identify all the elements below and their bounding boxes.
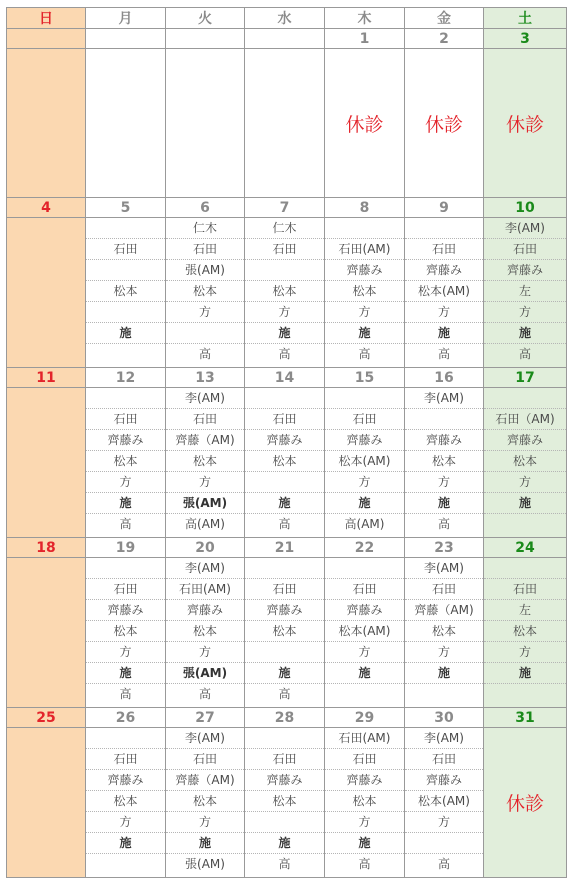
day-cell <box>166 388 245 538</box>
date-number: 3 <box>484 29 567 49</box>
doctor-slot: 高 <box>518 347 531 361</box>
doctor-slot: 石田（AM) <box>484 409 566 430</box>
doctor-slot <box>405 218 483 239</box>
doctor-slot: 方 <box>325 812 404 833</box>
date-number: 30 <box>405 708 484 728</box>
doctor-slot <box>245 812 324 833</box>
date-row <box>7 29 567 49</box>
date-number: 28 <box>245 708 325 728</box>
doctor-slot: 石田 <box>325 409 404 430</box>
doctor-slot: 高 <box>278 517 291 531</box>
doctor-slot: 施 <box>245 663 324 684</box>
doctor-slot: 松本 <box>245 281 324 302</box>
doctor-slot: 高 <box>358 857 371 871</box>
day-cell <box>325 49 405 198</box>
day-cell <box>245 218 325 368</box>
doctor-slot: 齊藤（AM) <box>166 430 244 451</box>
doctor-slot: 齊藤み <box>86 430 165 451</box>
schedule-row <box>7 558 567 708</box>
doctor-slot: 松本 <box>325 791 404 812</box>
schedule-row <box>7 388 567 538</box>
doctor-slot <box>325 218 404 239</box>
doctor-slot <box>325 388 404 409</box>
date-number: 23 <box>405 538 484 558</box>
doctor-slot: 石田 <box>484 579 566 600</box>
date-number: 19 <box>86 538 166 558</box>
doctor-slot: 高 <box>437 857 450 871</box>
doctor-slot <box>325 684 404 705</box>
doctor-slot <box>86 218 165 239</box>
day-cell <box>86 49 166 198</box>
day-cell <box>86 388 166 538</box>
weekday-fri: 金 <box>405 8 484 29</box>
doctor-slot: 李(AM) <box>484 218 566 239</box>
day-cell <box>405 558 484 708</box>
date-number: 11 <box>7 368 86 388</box>
doctor-slot: 高 <box>358 347 371 361</box>
doctor-slot: 石田 <box>245 409 324 430</box>
doctor-slot <box>86 344 165 365</box>
doctor-slot: 方 <box>166 302 244 323</box>
doctor-slot <box>86 728 165 749</box>
doctor-slot: 石田(AM) <box>166 579 244 600</box>
doctor-slot: 松本(AM) <box>405 791 483 812</box>
doctor-slot <box>484 558 566 579</box>
doctor-slot: 施 <box>166 833 244 854</box>
doctor-slot: 方 <box>405 812 483 833</box>
doctor-slot: 松本(AM) <box>325 621 404 642</box>
date-number: 2 <box>405 29 484 49</box>
doctor-slot: 方 <box>484 302 566 323</box>
doctor-slot: 左 <box>484 281 566 302</box>
doctor-slot <box>405 684 483 705</box>
doctor-slot: 齊藤み <box>245 600 324 621</box>
doctor-slot: 施 <box>86 833 165 854</box>
doctor-slot: 施 <box>325 493 404 514</box>
doctor-slot: 仁木 <box>166 218 244 239</box>
day-cell <box>86 558 166 708</box>
doctor-slot: 石田 <box>86 579 165 600</box>
date-number: 31 <box>484 708 567 728</box>
weekday-mon: 月 <box>86 8 166 29</box>
doctor-slot: 方 <box>86 472 165 493</box>
date-number <box>166 29 245 49</box>
doctor-slot: 松本 <box>484 451 566 472</box>
doctor-slot <box>86 854 165 875</box>
doctor-slot: 松本 <box>86 791 165 812</box>
doctor-slot: 齊藤み <box>405 770 483 791</box>
doctor-slot: 齊藤み <box>325 770 404 791</box>
doctor-slot: 李(AM) <box>166 728 244 749</box>
doctor-slot: 松本 <box>166 621 244 642</box>
date-number: 17 <box>484 368 567 388</box>
doctor-slot: 高 <box>198 347 211 361</box>
doctor-slot: 張(AM) <box>166 663 244 684</box>
doctor-slot: 高 <box>437 347 450 361</box>
doctor-slot <box>86 260 165 281</box>
doctor-slot: 松本 <box>86 281 165 302</box>
weekday-thu: 木 <box>325 8 405 29</box>
doctor-slot: 石田 <box>405 749 483 770</box>
doctor-slot <box>325 558 404 579</box>
doctor-slot: 松本 <box>86 451 165 472</box>
doctor-slot: 石田 <box>86 409 165 430</box>
weekday-sun: 日 <box>7 8 86 29</box>
doctor-slot: 石田 <box>245 239 324 260</box>
date-number: 12 <box>86 368 166 388</box>
doctor-slot: 松本 <box>405 451 483 472</box>
doctor-slot <box>245 472 324 493</box>
doctor-slot: 高(AM) <box>185 517 225 531</box>
doctor-slot: 石田 <box>86 749 165 770</box>
closed-label: 休診 <box>505 793 544 815</box>
day-cell <box>245 728 325 878</box>
day-cell <box>7 728 86 878</box>
doctor-slot: 松本 <box>86 621 165 642</box>
weekday-wed: 水 <box>245 8 325 29</box>
doctor-slot <box>86 302 165 323</box>
doctor-slot: 方 <box>166 812 244 833</box>
doctor-slot: 施 <box>245 833 324 854</box>
doctor-slot: 松本 <box>166 451 244 472</box>
doctor-slot: 仁木 <box>245 218 324 239</box>
day-cell <box>484 49 567 198</box>
doctor-slot: 石田 <box>405 239 483 260</box>
doctor-slot: 施 <box>325 323 404 344</box>
doctor-slot: 石田 <box>325 579 404 600</box>
doctor-slot: 齊藤み <box>86 770 165 791</box>
day-cell <box>325 218 405 368</box>
doctor-slot: 石田 <box>484 239 566 260</box>
doctor-slot: 高 <box>119 517 132 531</box>
doctor-slot: 石田 <box>245 749 324 770</box>
day-cell <box>7 218 86 368</box>
doctor-slot <box>245 558 324 579</box>
date-number: 25 <box>7 708 86 728</box>
date-row <box>7 368 567 388</box>
doctor-slot: 施 <box>484 663 566 684</box>
date-number: 7 <box>245 198 325 218</box>
day-cell <box>86 728 166 878</box>
doctor-slot: 松本(AM) <box>405 281 483 302</box>
doctor-slot: 施 <box>86 323 165 344</box>
doctor-slot: 方 <box>166 472 244 493</box>
doctor-slot: 高 <box>278 347 291 361</box>
doctor-slot: 齊藤み <box>405 260 483 281</box>
doctor-slot: 方 <box>405 472 483 493</box>
doctor-slot: 高(AM) <box>344 517 385 531</box>
doctor-slot: 方 <box>484 472 566 493</box>
doctor-slot <box>245 388 324 409</box>
date-number: 9 <box>405 198 484 218</box>
doctor-slot: 方 <box>325 302 404 323</box>
doctor-slot: 石田(AM) <box>325 239 404 260</box>
day-cell <box>405 218 484 368</box>
date-number: 20 <box>166 538 245 558</box>
date-number <box>86 29 166 49</box>
doctor-slot: 石田(AM) <box>325 728 404 749</box>
doctor-slot <box>405 409 483 430</box>
weekday-header-row <box>7 8 567 29</box>
day-cell <box>484 218 567 368</box>
doctor-slot: 齊藤み <box>86 600 165 621</box>
schedule-calendar <box>6 7 567 878</box>
doctor-slot: 石田 <box>166 409 244 430</box>
day-cell <box>245 49 325 198</box>
doctor-slot: 施 <box>405 323 483 344</box>
date-number: 6 <box>166 198 245 218</box>
doctor-slot: 施 <box>405 493 483 514</box>
date-number: 18 <box>7 538 86 558</box>
doctor-slot: 松本 <box>245 791 324 812</box>
doctor-slot: 齊藤み <box>245 430 324 451</box>
doctor-slot <box>484 514 566 535</box>
doctor-slot <box>245 642 324 663</box>
date-number: 8 <box>325 198 405 218</box>
day-cell <box>405 49 484 198</box>
closed-label: 休診 <box>505 113 544 136</box>
date-row <box>7 538 567 558</box>
doctor-slot: 李(AM) <box>166 388 244 409</box>
weekday-sat: 土 <box>484 8 567 29</box>
doctor-slot: 齊藤み <box>245 770 324 791</box>
doctor-slot: 高 <box>437 517 450 531</box>
date-number: 16 <box>405 368 484 388</box>
day-cell <box>325 388 405 538</box>
date-number: 1 <box>325 29 405 49</box>
doctor-slot: 石田 <box>245 579 324 600</box>
date-number: 15 <box>325 368 405 388</box>
schedule-row <box>7 728 567 878</box>
doctor-slot: 松本 <box>245 451 324 472</box>
date-row <box>7 708 567 728</box>
date-number: 26 <box>86 708 166 728</box>
date-number: 29 <box>325 708 405 728</box>
doctor-slot: 方 <box>166 642 244 663</box>
doctor-slot: 左 <box>484 600 566 621</box>
date-number: 21 <box>245 538 325 558</box>
date-number: 5 <box>86 198 166 218</box>
doctor-slot: 齊藤み <box>325 430 404 451</box>
day-cell <box>245 558 325 708</box>
doctor-slot: 方 <box>86 812 165 833</box>
doctor-slot: 張(AM) <box>166 260 244 281</box>
doctor-slot: 高 <box>278 857 291 871</box>
doctor-slot: 高 <box>278 687 291 701</box>
doctor-slot: 方 <box>245 302 324 323</box>
schedule-row <box>7 49 567 198</box>
doctor-slot <box>166 323 244 344</box>
date-number: 22 <box>325 538 405 558</box>
doctor-slot: 齊藤（AM) <box>166 770 244 791</box>
doctor-slot: 施 <box>245 323 324 344</box>
schedule-row <box>7 218 567 368</box>
doctor-slot <box>484 388 566 409</box>
weekday-tue: 火 <box>166 8 245 29</box>
doctor-slot: 施 <box>245 493 324 514</box>
doctor-slot: 齊藤み <box>166 600 244 621</box>
closed-label: 休診 <box>424 113 463 136</box>
doctor-slot <box>405 833 483 854</box>
date-number: 4 <box>7 198 86 218</box>
day-cell <box>7 388 86 538</box>
date-number <box>245 29 325 49</box>
day-cell <box>405 388 484 538</box>
doctor-slot: 施 <box>86 493 165 514</box>
date-number: 27 <box>166 708 245 728</box>
day-cell <box>405 728 484 878</box>
day-cell <box>7 558 86 708</box>
doctor-slot: 松本 <box>166 281 244 302</box>
doctor-slot: 齊藤み <box>484 260 566 281</box>
doctor-slot: 松本 <box>245 621 324 642</box>
day-cell <box>484 558 567 708</box>
doctor-slot: 施 <box>86 663 165 684</box>
doctor-slot: 石田 <box>86 239 165 260</box>
date-number: 10 <box>484 198 567 218</box>
day-cell <box>325 558 405 708</box>
doctor-slot: 李(AM) <box>405 388 483 409</box>
doctor-slot: 方 <box>405 642 483 663</box>
day-cell <box>245 388 325 538</box>
doctor-slot: 張(AM) <box>185 857 225 871</box>
doctor-slot: 齊藤み <box>325 260 404 281</box>
doctor-slot: 李(AM) <box>405 558 483 579</box>
doctor-slot: 施 <box>484 493 566 514</box>
date-number: 14 <box>245 368 325 388</box>
doctor-slot: 松本 <box>166 791 244 812</box>
doctor-slot: 石田 <box>166 749 244 770</box>
day-cell <box>166 49 245 198</box>
doctor-slot: 施 <box>325 833 404 854</box>
doctor-slot: 高 <box>198 687 211 701</box>
doctor-slot <box>245 260 324 281</box>
doctor-slot: 方 <box>325 642 404 663</box>
day-cell <box>325 728 405 878</box>
doctor-slot: 石田 <box>325 749 404 770</box>
doctor-slot: 齊藤（AM) <box>405 600 483 621</box>
date-row <box>7 198 567 218</box>
doctor-slot: 石田 <box>166 239 244 260</box>
day-cell <box>484 728 567 878</box>
day-cell <box>86 218 166 368</box>
date-number: 24 <box>484 538 567 558</box>
doctor-slot: 齊藤み <box>405 430 483 451</box>
doctor-slot: 松本(AM) <box>325 451 404 472</box>
doctor-slot: 李(AM) <box>405 728 483 749</box>
doctor-slot: 方 <box>405 302 483 323</box>
doctor-slot: 松本 <box>405 621 483 642</box>
doctor-slot: 齊藤み <box>325 600 404 621</box>
doctor-slot: 石田 <box>405 579 483 600</box>
day-cell <box>7 49 86 198</box>
doctor-slot: 施 <box>484 323 566 344</box>
date-number: 13 <box>166 368 245 388</box>
day-cell <box>484 388 567 538</box>
doctor-slot <box>245 728 324 749</box>
doctor-slot: 方 <box>86 642 165 663</box>
doctor-slot: 方 <box>325 472 404 493</box>
day-cell <box>166 218 245 368</box>
doctor-slot: 李(AM) <box>166 558 244 579</box>
doctor-slot: 高 <box>119 687 132 701</box>
doctor-slot: 方 <box>484 642 566 663</box>
day-cell <box>166 558 245 708</box>
doctor-slot <box>484 684 566 705</box>
doctor-slot: 松本 <box>484 621 566 642</box>
date-number <box>7 29 86 49</box>
closed-label: 休診 <box>345 113 384 136</box>
doctor-slot <box>86 388 165 409</box>
doctor-slot <box>86 558 165 579</box>
doctor-slot: 齊藤み <box>484 430 566 451</box>
day-cell <box>166 728 245 878</box>
doctor-slot: 松本 <box>325 281 404 302</box>
doctor-slot: 施 <box>325 663 404 684</box>
doctor-slot: 張(AM) <box>166 493 244 514</box>
doctor-slot: 施 <box>405 663 483 684</box>
